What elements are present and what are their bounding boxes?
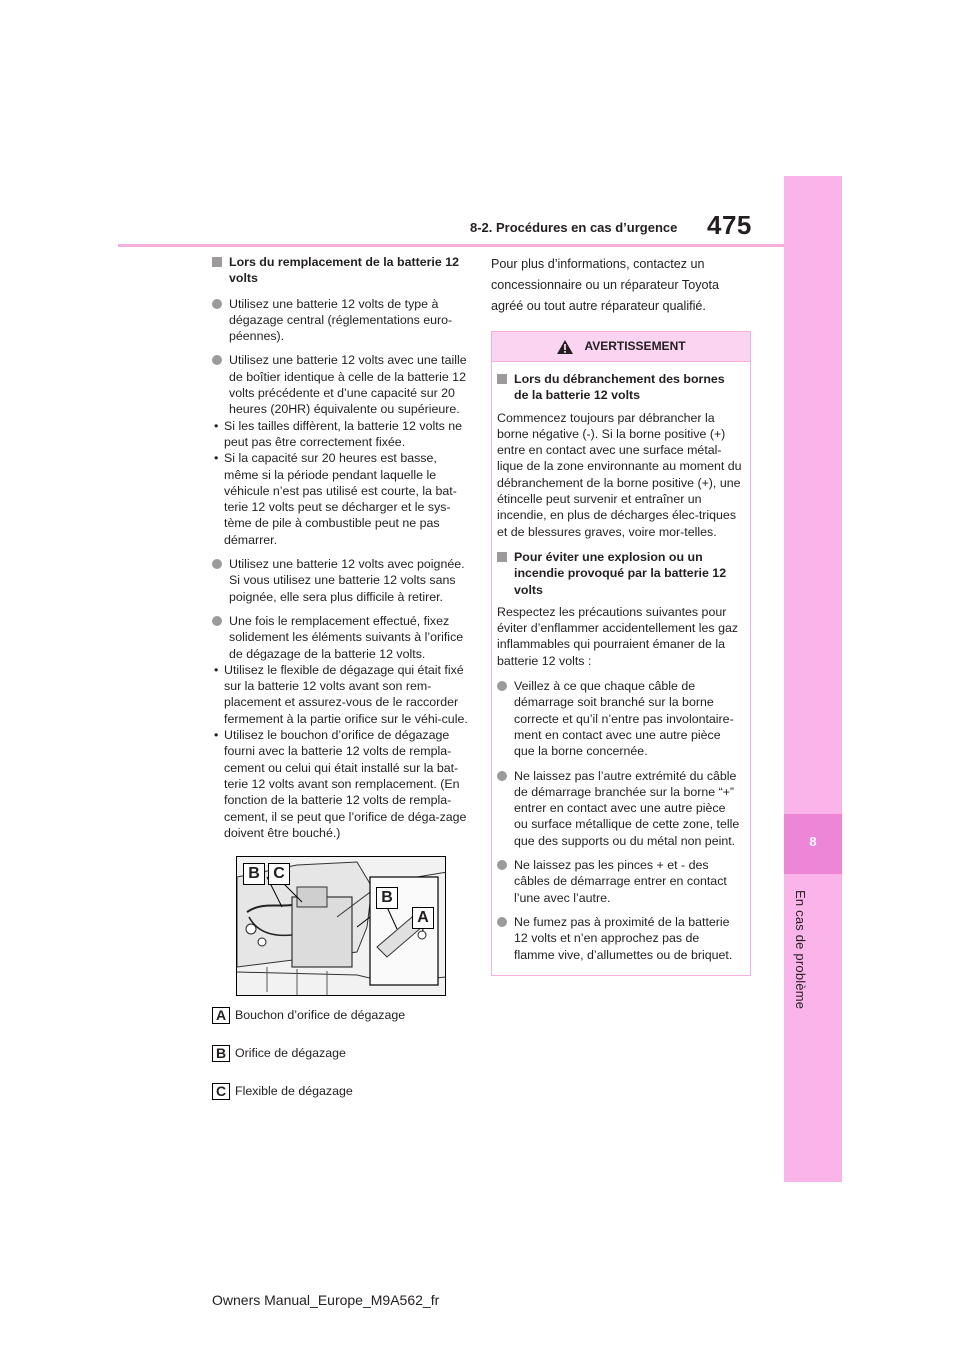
legend-item: C Flexible de dégazage xyxy=(212,1082,474,1101)
list-item: Veillez à ce que chaque câble de démarrage soit branché sur la borne correcte et qu’il n’entre pas involontaire-ment en contact avec une autre pièce que la borne concernée. xyxy=(497,678,742,759)
sub-item: • Si les tailles diffèrent, la batterie 12 volts ne peut pas être correctement fixée. xyxy=(214,418,463,449)
square-bullet-icon xyxy=(497,552,507,562)
list-item: Ne laissez pas les pinces + et - des câbles de démarrage entrer en contact l’une avec l’autre. xyxy=(497,857,742,906)
warning-paragraph: Commencez toujours par débrancher la borne négative (-). Si la borne positive (+) entre en contact avec une surface métal-lique de la zone environnante au moment du débranchement de la borne positive (+), une étincelle peut survenir et entraîner un incendie, en plus de décharges élec-triques et de blessures graves, voire mor-telles. xyxy=(497,410,742,539)
warning-header xyxy=(492,332,750,362)
warning-box xyxy=(491,331,751,976)
warning-heading: Pour éviter une explosion ou un incendie provoqué par la batterie 12 volts xyxy=(497,549,742,598)
warning-body xyxy=(492,362,750,975)
figure-label-b-detail: B xyxy=(376,887,398,909)
legend-item: A Bouchon d’orifice de dégazage xyxy=(212,1006,474,1025)
left-column xyxy=(212,254,474,1120)
sub-item: • Utilisez le bouchon d’orifice de dégazage fourni avec la batterie 12 volts de rempla-cement ou celui qui était installé sur la bat-terie 12 volts avant son remplacement. (En fonction de la batterie 12 volts de rempla-cement, il se peut que l’orifice de déga-zage doivent être bouché.) xyxy=(214,728,467,840)
intro-paragraph: Pour plus d’informations, contactez un concessionnaire ou un réparateur Toyota agréé ou tout autre réparateur qualifié. xyxy=(491,257,720,313)
sub-item: • Si la capacité sur 20 heures est basse, même si la période pendant laquelle le véhicule n’est pas utilisé est courte, la bat-terie 12 volts peut se décharger et le sys-tème de pile à combustible peut ne pas démarrer. xyxy=(214,451,457,547)
warning-heading: Lors du débranchement des bornes de la batterie 12 volts xyxy=(497,371,742,404)
section-title: 8-2. Procédures en cas d’urgence xyxy=(470,220,678,235)
battery-vent-figure xyxy=(236,856,446,996)
list-item: Une fois le remplacement effectué, fixez solidement les éléments suivants à l’orifice de dégazage de la batterie 12 volts. xyxy=(212,613,474,662)
circle-bullet-icon xyxy=(497,681,507,691)
sub-item: • Utilisez le flexible de dégazage qui était fixé sur la batterie 12 volts avant son rem-placement et assurez-vous de le raccorder fermement à la partie orifice sur le véhi-cule. xyxy=(214,662,468,726)
footer-doc-id: Owners Manual_Europe_M9A562_fr xyxy=(212,1292,440,1308)
list-item: Ne fumez pas à proximité de la batterie 12 volts et n’en approchez pas de flamme vive, d’allumettes ou de briquet. xyxy=(497,914,742,963)
chapter-tab xyxy=(784,176,842,1182)
chapter-number: 8 xyxy=(809,834,817,849)
circle-bullet-icon xyxy=(212,616,222,626)
circle-bullet-icon xyxy=(497,771,507,781)
circle-bullet-icon xyxy=(497,917,507,927)
warning-triangle-icon xyxy=(556,339,574,355)
legend-letter: B xyxy=(212,1045,230,1062)
figure-label-b: B xyxy=(243,863,265,885)
figure-legend xyxy=(212,1006,474,1101)
list-item: Ne laissez pas l’autre extrémité du câble de démarrage branchée sur la borne “+” entrer en contact avec une autre pièce ou surface métallique de cette zone, telle que des supports ou du métal non peint. xyxy=(497,768,742,849)
square-bullet-icon xyxy=(497,374,507,384)
list-item: Utilisez une batterie 12 volts avec une taille de boîtier identique à celle de la batterie 12 volts précédente et d’une capacité sur 20 heures (20HR) équivalente ou supérieure. xyxy=(212,352,474,417)
list-item: Utilisez une batterie 12 volts de type à dégazage central (réglementations euro-péennes). xyxy=(212,296,474,345)
square-bullet-icon xyxy=(212,257,222,267)
chapter-title: En cas de problème xyxy=(793,890,808,1010)
header-rule xyxy=(118,244,784,247)
circle-bullet-icon xyxy=(212,355,222,365)
legend-letter: C xyxy=(212,1083,230,1100)
right-column xyxy=(491,254,753,976)
section-heading: Lors du remplacement de la batterie 12 volts xyxy=(212,254,474,287)
warning-title: AVERTISSEMENT xyxy=(584,339,686,354)
circle-bullet-icon xyxy=(497,860,507,870)
figure-label-a: A xyxy=(412,907,434,929)
legend-letter: A xyxy=(212,1007,230,1024)
legend-item: B Orifice de dégazage xyxy=(212,1044,474,1063)
figure-label-c: C xyxy=(268,863,290,885)
warning-paragraph: Respectez les précautions suivantes pour éviter d’enflammer accidentellement les gaz inflammables qui pourraient émaner de la batterie 12 volts : xyxy=(497,604,739,668)
circle-bullet-icon xyxy=(212,559,222,569)
circle-bullet-icon xyxy=(212,299,222,309)
list-item: Utilisez une batterie 12 volts avec poignée. Si vous utilisez une batterie 12 volts sans poignée, elle sera plus difficile à retirer. xyxy=(212,556,474,605)
page-number: 475 xyxy=(707,210,752,240)
